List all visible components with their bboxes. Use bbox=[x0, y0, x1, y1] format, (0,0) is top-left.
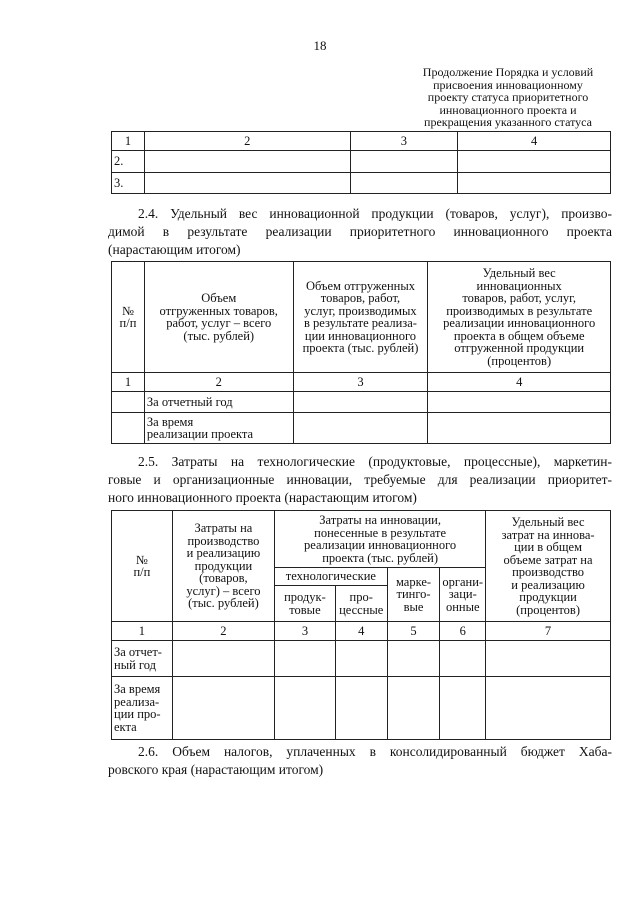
header-cell-costs-share: Удельный вес затрат на иннова- ции в общем объеме затрат на производство и реализацию продукции (процентов) bbox=[486, 511, 611, 622]
table-cell bbox=[350, 173, 458, 194]
table-header-row bbox=[112, 262, 611, 373]
paragraph-2-4 bbox=[108, 205, 612, 259]
header-cell-shipped-total: Объем отгруженных товаров, работ, услуг – всего (тыс. рублей) bbox=[144, 262, 293, 373]
header-cell-share-percent: Удельный вес инновационных товаров, работ, услуг, производимых в результате реализации инновационного проекта в общем объеме отгруженной продукции (процентов) bbox=[428, 262, 611, 373]
header-cell-innovation-costs: Затраты на инновации, понесенные в результате реализации инновационного проекта (тыс. рублей) bbox=[275, 511, 486, 568]
paragraph-line: 2.4. Удельный вес инновационной продукции (товаров, услуг), произво- bbox=[138, 206, 612, 221]
column-number: 2 bbox=[172, 622, 274, 641]
row-number: 3. bbox=[112, 173, 145, 194]
header-cell-production-costs: Затраты на производство и реализацию продукции (товаров, услуг) – всего (тыс. рублей) bbox=[172, 511, 274, 622]
header-cell-number: № п/п bbox=[112, 262, 145, 373]
table-cell bbox=[144, 173, 350, 194]
row-label: За время реализации проекта bbox=[144, 413, 293, 444]
table-cell bbox=[387, 677, 440, 740]
table-cell bbox=[428, 413, 611, 444]
table-cell bbox=[144, 151, 350, 173]
column-number: 1 bbox=[112, 373, 145, 392]
table-row bbox=[112, 392, 611, 413]
table-cell bbox=[172, 641, 274, 677]
header-line: присвоения инновационному bbox=[433, 77, 583, 92]
table-continuation bbox=[111, 131, 611, 194]
paragraph-line: 2.6. Объем налогов, уплаченных в консолидированный бюджет Хаба- bbox=[138, 744, 612, 759]
document-header bbox=[402, 66, 614, 129]
table-cell bbox=[293, 413, 428, 444]
column-number: 5 bbox=[387, 622, 440, 641]
column-number: 3 bbox=[275, 622, 336, 641]
column-number: 3 bbox=[293, 373, 428, 392]
table-row bbox=[112, 677, 611, 740]
column-number: 2 bbox=[144, 132, 350, 151]
column-number: 2 bbox=[144, 373, 293, 392]
column-number: 1 bbox=[112, 132, 145, 151]
table-row bbox=[112, 413, 611, 444]
column-number: 7 bbox=[486, 622, 611, 641]
table-row bbox=[112, 151, 611, 173]
page-number: 18 bbox=[313, 38, 327, 53]
table-cell bbox=[387, 641, 440, 677]
table-cell bbox=[350, 151, 458, 173]
table-cell bbox=[172, 677, 274, 740]
paragraph-line: димой в результате реализации приоритетного инновационного проекта bbox=[108, 224, 612, 239]
table-cell bbox=[458, 151, 611, 173]
table-row bbox=[112, 132, 611, 151]
paragraph-line: ровского края (нарастающим итогом) bbox=[108, 762, 324, 777]
table-row bbox=[112, 622, 611, 641]
table-cell bbox=[440, 677, 486, 740]
column-number: 6 bbox=[440, 622, 486, 641]
table-row bbox=[112, 641, 611, 677]
table-cell bbox=[112, 413, 145, 444]
header-cell-technological: технологические bbox=[275, 568, 388, 586]
table-innovation-costs bbox=[111, 510, 611, 740]
header-line: Продолжение Порядка и условий bbox=[422, 65, 594, 79]
paragraph-line: ного инновационного проекта (нарастающим итогом) bbox=[108, 490, 417, 505]
table-innovative-products-share bbox=[111, 261, 611, 444]
column-number: 4 bbox=[428, 373, 611, 392]
table-header-row bbox=[112, 511, 611, 568]
column-number: 4 bbox=[335, 622, 387, 641]
row-label: За отчет- ный год bbox=[112, 641, 173, 677]
header-cell-process: про- цессные bbox=[335, 586, 387, 622]
table-cell bbox=[486, 677, 611, 740]
column-number: 3 bbox=[350, 132, 458, 151]
row-number: 2. bbox=[112, 151, 145, 173]
header-cell-organizational: органи- заци- онные bbox=[440, 568, 486, 622]
paragraph-line: говые и организационные инновации, требуемые для реализации приоритет- bbox=[108, 472, 612, 487]
table-cell bbox=[335, 677, 387, 740]
header-cell-shipped-innovative: Объем отгруженных товаров, работ, услуг, производимых в результате реализа- ции инновационного проекта (тыс. рублей) bbox=[293, 262, 428, 373]
header-line: инновационного проекта и bbox=[439, 102, 577, 117]
paragraph-2-5 bbox=[108, 453, 612, 507]
table-cell bbox=[440, 641, 486, 677]
table-cell bbox=[112, 392, 145, 413]
table-cell bbox=[335, 641, 387, 677]
table-row bbox=[112, 173, 611, 194]
paragraph-line: 2.5. Затраты на технологические (продуктовые, процессные), маркетин- bbox=[138, 454, 612, 469]
header-line: прекращения указанного статуса bbox=[424, 115, 592, 129]
header-cell-marketing: марке- тинго- вые bbox=[387, 568, 440, 622]
table-cell bbox=[428, 392, 611, 413]
column-number: 1 bbox=[112, 622, 173, 641]
table-cell bbox=[458, 173, 611, 194]
table-cell bbox=[275, 641, 336, 677]
row-label: За время реализа- ции про- екта bbox=[112, 677, 173, 740]
table-cell bbox=[293, 392, 428, 413]
paragraph-2-6 bbox=[108, 743, 612, 779]
header-line: проекту статуса приоритетного bbox=[427, 90, 589, 104]
header-cell-product: продук- товые bbox=[275, 586, 336, 622]
table-cell bbox=[275, 677, 336, 740]
paragraph-line: (нарастающим итогом) bbox=[108, 242, 241, 257]
column-number: 4 bbox=[458, 132, 611, 151]
header-cell-number: № п/п bbox=[112, 511, 173, 622]
row-label: За отчетный год bbox=[144, 392, 293, 413]
table-cell bbox=[486, 641, 611, 677]
table-row bbox=[112, 373, 611, 392]
